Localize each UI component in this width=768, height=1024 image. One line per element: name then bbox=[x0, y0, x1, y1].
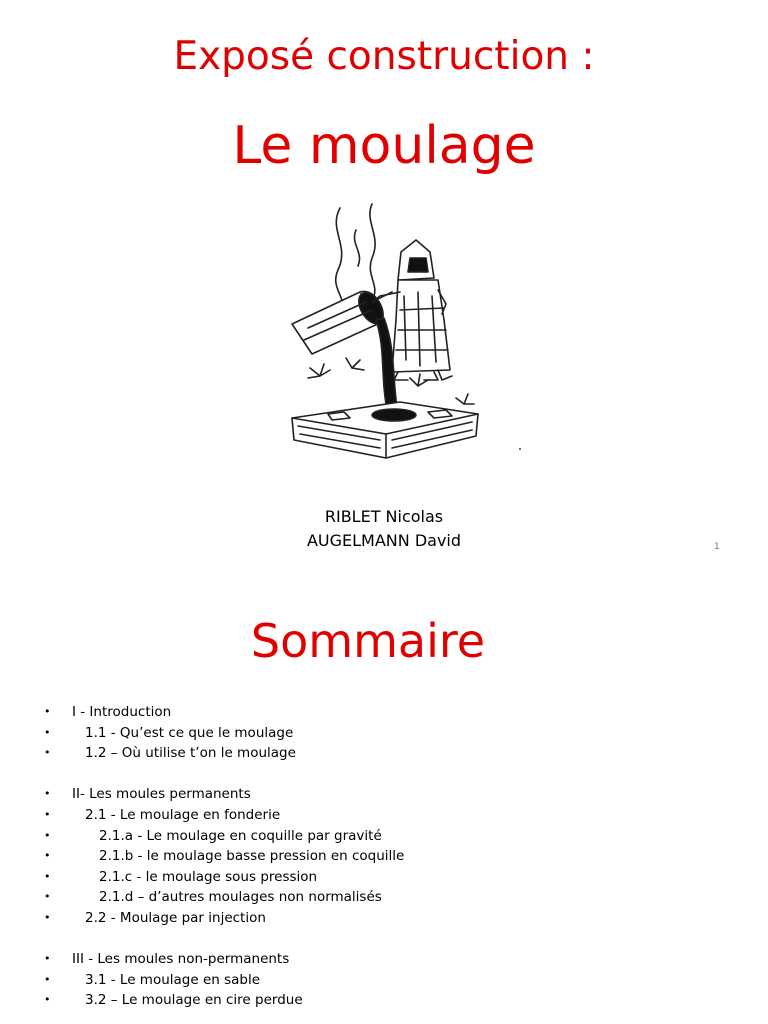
bullet-icon: • bbox=[44, 972, 51, 986]
summary-slide bbox=[0, 576, 768, 1024]
toc-item-text: 3.2 – Le moulage en cire perdue bbox=[85, 992, 303, 1009]
page-number: 1 bbox=[714, 542, 720, 552]
toc-item bbox=[0, 908, 768, 929]
title-line-1: Exposé construction : bbox=[173, 34, 595, 79]
bullet-icon: • bbox=[44, 787, 51, 801]
toc-item bbox=[0, 990, 768, 1011]
toc-item-text: 2.2 - Moulage par injection bbox=[85, 909, 266, 926]
summary-title: Sommaire bbox=[250, 614, 486, 668]
toc-item-text: I - Introduction bbox=[72, 704, 172, 720]
toc-item bbox=[0, 949, 768, 970]
foundry-pouring-illustration bbox=[268, 200, 540, 490]
toc-item-text: 2.1.d – d’autres moulages non normalisés bbox=[99, 889, 382, 906]
toc-item-text: 3.1 - Le moulage en sable bbox=[85, 971, 261, 988]
author-1: RIBLET Nicolas bbox=[324, 507, 444, 526]
toc-item bbox=[0, 784, 768, 805]
toc-item-text: 2.1 - Le moulage en fonderie bbox=[85, 806, 281, 823]
bullet-icon: • bbox=[44, 993, 51, 1007]
authors-block bbox=[0, 505, 768, 553]
author-2: AUGELMANN David bbox=[306, 531, 462, 550]
bullet-icon: • bbox=[44, 890, 51, 904]
toc-item-text: 2.1.b - le moulage basse pression en coquille bbox=[99, 848, 405, 865]
toc-item-text: 1.2 – Où utilise t’on le moulage bbox=[85, 745, 296, 762]
bullet-icon: • bbox=[44, 725, 51, 739]
bullet-icon: • bbox=[44, 705, 51, 718]
toc-item-text: 2.1.c - le moulage sous pression bbox=[99, 868, 318, 885]
bullet-icon: • bbox=[44, 828, 51, 842]
bullet-icon: • bbox=[44, 910, 51, 924]
bullet-icon: • bbox=[44, 849, 51, 863]
toc-item bbox=[0, 723, 768, 744]
toc-item bbox=[0, 805, 768, 826]
toc-item-text: II- Les moules permanents bbox=[72, 786, 251, 803]
toc-item-text: 1.1 - Qu’est ce que le moulage bbox=[85, 724, 294, 741]
bullet-icon: • bbox=[44, 807, 51, 821]
toc-item bbox=[0, 867, 768, 888]
toc-item bbox=[0, 702, 768, 723]
table-of-contents bbox=[0, 702, 768, 1011]
section-spacer bbox=[0, 929, 768, 950]
bullet-icon: • bbox=[44, 746, 51, 760]
toc-item bbox=[0, 826, 768, 847]
bullet-icon: • bbox=[44, 869, 51, 883]
toc-item-text: III - Les moules non-permanents bbox=[72, 951, 290, 968]
toc-item bbox=[0, 970, 768, 991]
toc-item bbox=[0, 887, 768, 908]
bullet-icon: • bbox=[44, 952, 51, 966]
toc-item bbox=[0, 743, 768, 764]
title-line-2: Le moulage bbox=[232, 116, 536, 176]
section-spacer bbox=[0, 764, 768, 785]
toc-item bbox=[0, 846, 768, 867]
toc-item-text: 2.1.a - Le moulage en coquille par gravité bbox=[99, 827, 382, 844]
